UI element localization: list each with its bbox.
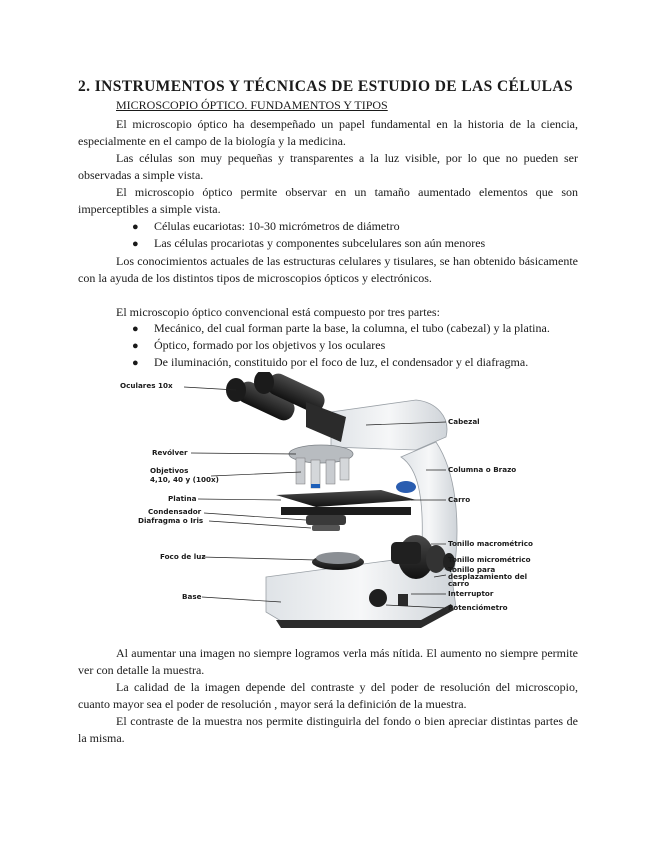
list-item (132, 219, 400, 234)
paragraph-cells (78, 150, 578, 184)
paragraph-resolution (78, 679, 578, 713)
bullet-icon: ● (132, 221, 139, 233)
paragraph-text: Al aumentar una imagen no siempre logramos verla más nítida. El aumento no siempre permite ver con detalle la muestra. (78, 646, 578, 677)
paragraph-magnification (78, 645, 578, 679)
microscope-illustration (116, 372, 578, 640)
label-columna: Columna o Brazo (448, 465, 517, 474)
paragraph-text: La calidad de la imagen depende del contraste y del poder de resolución del microscopio, cuanto mayor sea el poder de resolución , mayor será la definición de la muestra. (78, 680, 578, 711)
section-subtitle: MICROSCOPIO ÓPTICO. FUNDAMENTOS Y TIPOS (116, 98, 388, 112)
label-objetivos: Objetivos (150, 466, 189, 475)
list-item-text: Células eucariotas: 10-30 micrómetros de diámetro (154, 219, 400, 233)
paragraph-text: El microscopio óptico permite observar en un tamaño aumentado elementos que son imperceptibles a simple vista. (78, 185, 578, 216)
label-macrometrico: Tonillo macrométrico (448, 539, 533, 548)
list-item (132, 236, 485, 251)
label-carro: Carro (448, 495, 471, 504)
bullet-icon: ● (132, 357, 139, 369)
paragraph-contrast (78, 713, 578, 747)
list-item-text: De iluminación, constituido por el foco de luz, el condensador y el diafragma. (154, 355, 529, 369)
paragraph-text: El contraste de la muestra nos permite distinguirla del fondo o bien apreciar distintas partes de la misma. (78, 714, 578, 745)
list-item (132, 355, 528, 370)
paragraph-text: Los conocimientos actuales de las estructuras celulares y tisulares, se han obtenido básicamente con la ayuda de los distintos tipos de microscopios ópticos y electrónicos. (78, 254, 578, 285)
label-platina: Platina (168, 494, 197, 503)
label-micrometrico: Tonillo micrométrico (448, 555, 531, 564)
paragraph-observe (78, 184, 578, 218)
list-item-text: Las células procariotas y componentes subcelulares son aún menores (154, 236, 486, 250)
microscope-diagram (116, 372, 578, 640)
bullet-icon: ● (132, 323, 139, 335)
label-potenciometro: Potenciómetro (448, 603, 508, 612)
paragraph-parts-intro (78, 304, 578, 321)
label-objetivos-values: 4,10, 40 y (100x) (150, 475, 219, 484)
paragraph-text: Las células son muy pequeñas y transparentes a la luz visible, por lo que no pueden ser observadas a simple vista. (78, 151, 578, 182)
label-desplazamiento-1: Tonillo para (448, 565, 496, 574)
list-item (132, 321, 550, 336)
section-title: 2. INSTRUMENTOS Y TÉCNICAS DE ESTUDIO DE LAS CÉLULAS (78, 78, 573, 95)
label-desplazamiento-2: desplazamiento del (448, 572, 528, 581)
label-revolver: Revólver (152, 448, 188, 457)
label-condensador: Condensador (148, 507, 202, 516)
label-base: Base (182, 592, 202, 601)
label-foco: Foco de luz (160, 552, 206, 561)
label-oculares: Oculares 10x (120, 381, 173, 390)
bullet-icon: ● (132, 340, 139, 352)
bullet-icon: ● (132, 238, 139, 250)
label-diafragma: Diafragma o Iris (138, 516, 204, 525)
list-item (132, 338, 385, 353)
list-item-text: Óptico, formado por los objetivos y los oculares (154, 338, 386, 352)
label-cabezal: Cabezal (448, 417, 480, 426)
list-item-text: Mecánico, del cual forman parte la base, la columna, el tubo (cabezal) y la platina. (154, 321, 550, 335)
label-desplazamiento-3: carro (448, 579, 470, 588)
paragraph-text: El microscopio óptico convencional está compuesto por tres partes: (116, 305, 440, 319)
paragraph-intro (78, 116, 578, 150)
paragraph-text: El microscopio óptico ha desempeñado un papel fundamental en la historia de la ciencia, especialmente en el campo de la biología y la medicina. (78, 117, 578, 148)
paragraph-knowledge (78, 253, 578, 287)
label-interruptor: Interruptor (448, 589, 494, 598)
